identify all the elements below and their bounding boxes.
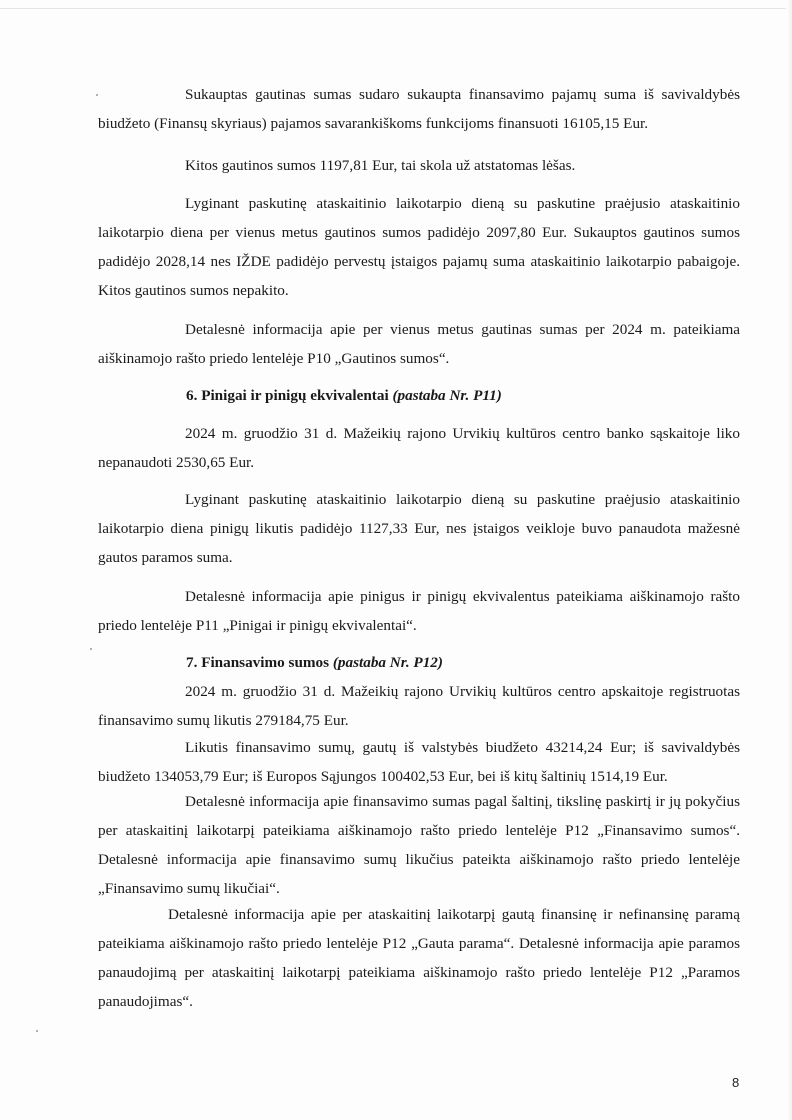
section-heading-cash <box>186 381 502 410</box>
scan-speck <box>36 1030 38 1032</box>
paragraph-receivables-change: Lyginant paskutinę ataskaitinio laikotarpio dieną su paskutine praėjusio ataskaitinio laikotarpio diena per vienus metus gautinos sumos padidėjo 2097,80 Eur. Sukauptos gautinos sumos padidėjo 2028,14 nes IŽDE padidėjo pervestų įstaigos pajamų suma ataskaitinio laikotarpio pabaigoje. Kitos gautinos sumos nepakito. <box>98 195 740 299</box>
paragraph-financing-balance: 2024 m. gruodžio 31 d. Mažeikių rajono Urvikių kultūros centro apskaitoje registruotas finansavimo sumų likutis 279184,75 Eur. <box>98 683 740 729</box>
paragraph-financing-detail: Detalesnė informacija apie finansavimo sumas pagal šaltinį, tikslinę paskirtį ir jų pokyčius per ataskaitinį laikotarpį pateikiama aiškinamojo rašto priedo lentelėje P12 „Finansavimo sumos“. Detalesnė informacija apie finansavimo sumų likučius pateikta aiškinamojo rašto priedo lentelėje „Finansavimo sumų likučiai“. <box>98 793 740 897</box>
scan-edge-right <box>786 0 792 1120</box>
paragraph-cash-balance: 2024 m. gruodžio 31 d. Mažeikių rajono Urvikių kultūros centro banko sąskaitoje liko nepanaudoti 2530,65 Eur. <box>98 425 740 471</box>
section-heading-financing-note: (pastaba Nr. P12) <box>332 654 443 671</box>
paragraph-receivables-detail: Detalesnė informacija apie per vienus metus gautinas sumas per 2024 m. pateikiama aiškinamojo rašto priedo lentelėje P10 „Gautinos sumos“. <box>98 321 740 367</box>
scan-speck <box>96 94 98 96</box>
paragraph-financing-sources: Likutis finansavimo sumų, gautų iš valstybės biudžeto 43214,24 Eur; iš savivaldybės biudžeto 134053,79 Eur; iš Europos Sąjungos 100402,53 Eur, bei iš kitų šaltinių 1514,19 Eur. <box>98 739 740 785</box>
section-heading-financing <box>186 648 443 677</box>
section-heading-cash-title: 6. Pinigai ir pinigų ekvivalentai <box>186 387 393 404</box>
paragraph-support-detail: Detalesnė informacija apie per ataskaitinį laikotarpį gautą finansinę ir nefinansinę paramą pateikiama aiškinamojo rašto priedo lentelėje P12 „Gauta parama“. Detalesnė informacija apie paramos panaudojimą per ataskaitinį laikotarpį pateikiama aiškinamojo rašto priedo lentelėje P12 „Paramos panaudojimas“. <box>98 906 740 1010</box>
scan-edge-top <box>0 8 792 9</box>
paragraph-accrued-receivables: Sukauptas gautinas sumas sudaro sukaupta finansavimo pajamų suma iš savivaldybės biudžeto (Finansų skyriaus) pajamos savarankiškoms funkcijoms finansuoti 16105,15 Eur. <box>98 86 740 132</box>
section-heading-financing-title: 7. Finansavimo sumos <box>186 654 333 671</box>
paragraph-cash-change: Lyginant paskutinę ataskaitinio laikotarpio dieną su paskutine praėjusio ataskaitinio laikotarpio diena pinigų likutis padidėjo 1127,33 Eur, nes įstaigos veikloje buvo panaudota mažesnė gautos paramos suma. <box>98 491 740 566</box>
paragraph-other-receivables: Kitos gautinos sumos 1197,81 Eur, tai skola už atstatomas lėšas. <box>185 157 576 174</box>
section-heading-cash-note: (pastaba Nr. P11) <box>392 387 502 404</box>
page-number: 8 <box>732 1075 740 1090</box>
scan-speck <box>90 648 92 650</box>
paragraph-cash-detail: Detalesnė informacija apie pinigus ir pinigų ekvivalentus pateikiama aiškinamojo rašto priedo lentelėje P11 „Pinigai ir pinigų ekvivalentai“. <box>98 588 740 634</box>
